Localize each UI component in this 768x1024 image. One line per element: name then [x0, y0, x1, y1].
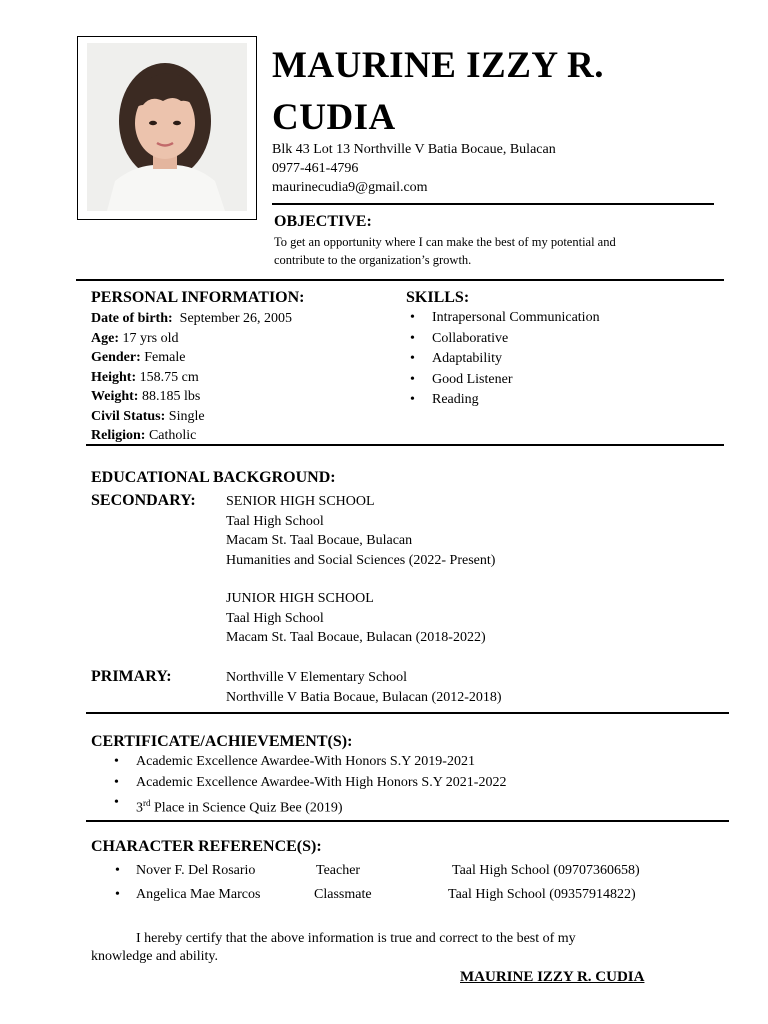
- personal-info-heading: PERSONAL INFORMATION:: [91, 289, 305, 306]
- skill-item: • Collaborative: [406, 329, 600, 350]
- divider: [86, 820, 729, 822]
- secondary-label: SECONDARY:: [91, 492, 196, 509]
- personal-info-list: [91, 309, 292, 446]
- reference-bullet: •: [115, 887, 120, 902]
- name-line-2: CUDIA: [272, 97, 396, 138]
- reference-school: Taal High School (09707360658): [452, 863, 640, 878]
- junior-high-title: JUNIOR HIGH SCHOOL: [226, 591, 374, 606]
- skill-item: • Intrapersonal Communication: [406, 308, 600, 329]
- name-line-1: MAURINE IZZY R.: [272, 45, 604, 86]
- objective-text-line-2: contribute to the organization’s growth.: [274, 253, 472, 267]
- personal-field-age: [91, 329, 292, 349]
- certification-line-2: knowledge and ability.: [91, 949, 219, 964]
- field-value: Single: [168, 408, 205, 424]
- primary-school: Northville V Elementary School: [226, 670, 408, 685]
- field-value: 88.185 lbs: [141, 389, 201, 404]
- junior-high-school: Taal High School: [226, 610, 324, 626]
- objective-heading: OBJECTIVE:: [274, 213, 372, 230]
- profile-photo: [87, 43, 247, 211]
- field-value: 17 yrs old: [122, 330, 179, 346]
- primary-label: PRIMARY:: [91, 668, 172, 685]
- skill-item: • Good Listener: [406, 370, 600, 391]
- personal-field-civil-status: [91, 407, 292, 427]
- skills-list: [406, 308, 600, 411]
- reference-role: Teacher: [316, 863, 361, 878]
- senior-high-school: Taal High School: [226, 513, 324, 529]
- reference-role: Classmate: [314, 887, 372, 902]
- references-heading: CHARACTER REFERENCE(S):: [91, 838, 322, 855]
- personal-field-weight: [91, 387, 292, 407]
- personal-field-gender: [91, 348, 292, 368]
- certificate-item: • Academic Excellence Awardee-With High Honors S.Y 2021-2022: [110, 773, 506, 794]
- skill-item: • Reading: [406, 390, 600, 411]
- junior-high-address: Macam St. Taal Bocaue, Bulacan (2018-2022): [226, 630, 486, 645]
- field-value: Catholic: [148, 428, 197, 443]
- contact-address: Blk 43 Lot 13 Northville V Batia Bocaue, Bulacan: [272, 142, 556, 157]
- personal-field-dob: [91, 309, 292, 329]
- certificates-heading: CERTIFICATE/ACHIEVEMENT(S):: [91, 733, 353, 750]
- senior-high-title: SENIOR HIGH SCHOOL: [226, 494, 375, 509]
- field-value: Female: [144, 350, 186, 365]
- field-label: Weight:: [91, 389, 139, 404]
- field-label: Age:: [91, 330, 119, 346]
- skill-item: • Adaptability: [406, 349, 600, 370]
- field-label: Civil Status:: [91, 408, 166, 424]
- field-label: Religion:: [91, 428, 146, 443]
- field-label: Date of birth:: [91, 311, 173, 326]
- divider: [86, 444, 724, 446]
- signature-name: MAURINE IZZY R. CUDIA: [460, 969, 645, 985]
- divider: [76, 279, 724, 281]
- profile-photo-frame: [77, 36, 257, 220]
- primary-address: Northville V Batia Bocaue, Bulacan (2012-2018): [226, 689, 502, 705]
- certificates-list: [110, 752, 506, 819]
- certification-line-1: I hereby certify that the above information is true and correct to the best of my: [136, 931, 576, 946]
- personal-field-height: [91, 368, 292, 388]
- education-heading: EDUCATIONAL BACKGROUND:: [91, 469, 336, 486]
- skills-heading: SKILLS:: [406, 289, 470, 306]
- field-value: September 26, 2005: [179, 311, 293, 326]
- resume-name: [272, 40, 604, 144]
- objective-text-line-1: To get an opportunity where I can make the best of my potential and: [274, 235, 616, 249]
- field-label: Gender:: [91, 350, 141, 365]
- personal-field-religion: [91, 426, 292, 446]
- reference-name: Nover F. Del Rosario: [136, 863, 256, 878]
- junior-high-block: [226, 589, 486, 648]
- divider: [86, 712, 729, 714]
- field-label: Height:: [91, 369, 137, 385]
- reference-bullet: •: [115, 863, 120, 878]
- reference-name: Angelica Mae Marcos: [136, 887, 261, 902]
- divider: [272, 203, 714, 205]
- certificate-item: • Academic Excellence Awardee-With Honors S.Y 2019-2021: [110, 752, 506, 773]
- certificate-item: • 3rd Place in Science Quiz Bee (2019): [110, 793, 506, 819]
- field-value: 158.75 cm: [139, 369, 199, 385]
- senior-high-block: [226, 492, 495, 570]
- senior-high-address: Macam St. Taal Bocaue, Bulacan: [226, 533, 413, 548]
- senior-high-strand: Humanities and Social Sciences (2022- Present): [226, 552, 496, 568]
- contact-phone: 0977-461-4796: [272, 161, 359, 176]
- primary-block: [226, 668, 502, 707]
- contact-email: maurinecudia9@gmail.com: [272, 180, 428, 195]
- reference-school: Taal High School (09357914822): [448, 887, 636, 902]
